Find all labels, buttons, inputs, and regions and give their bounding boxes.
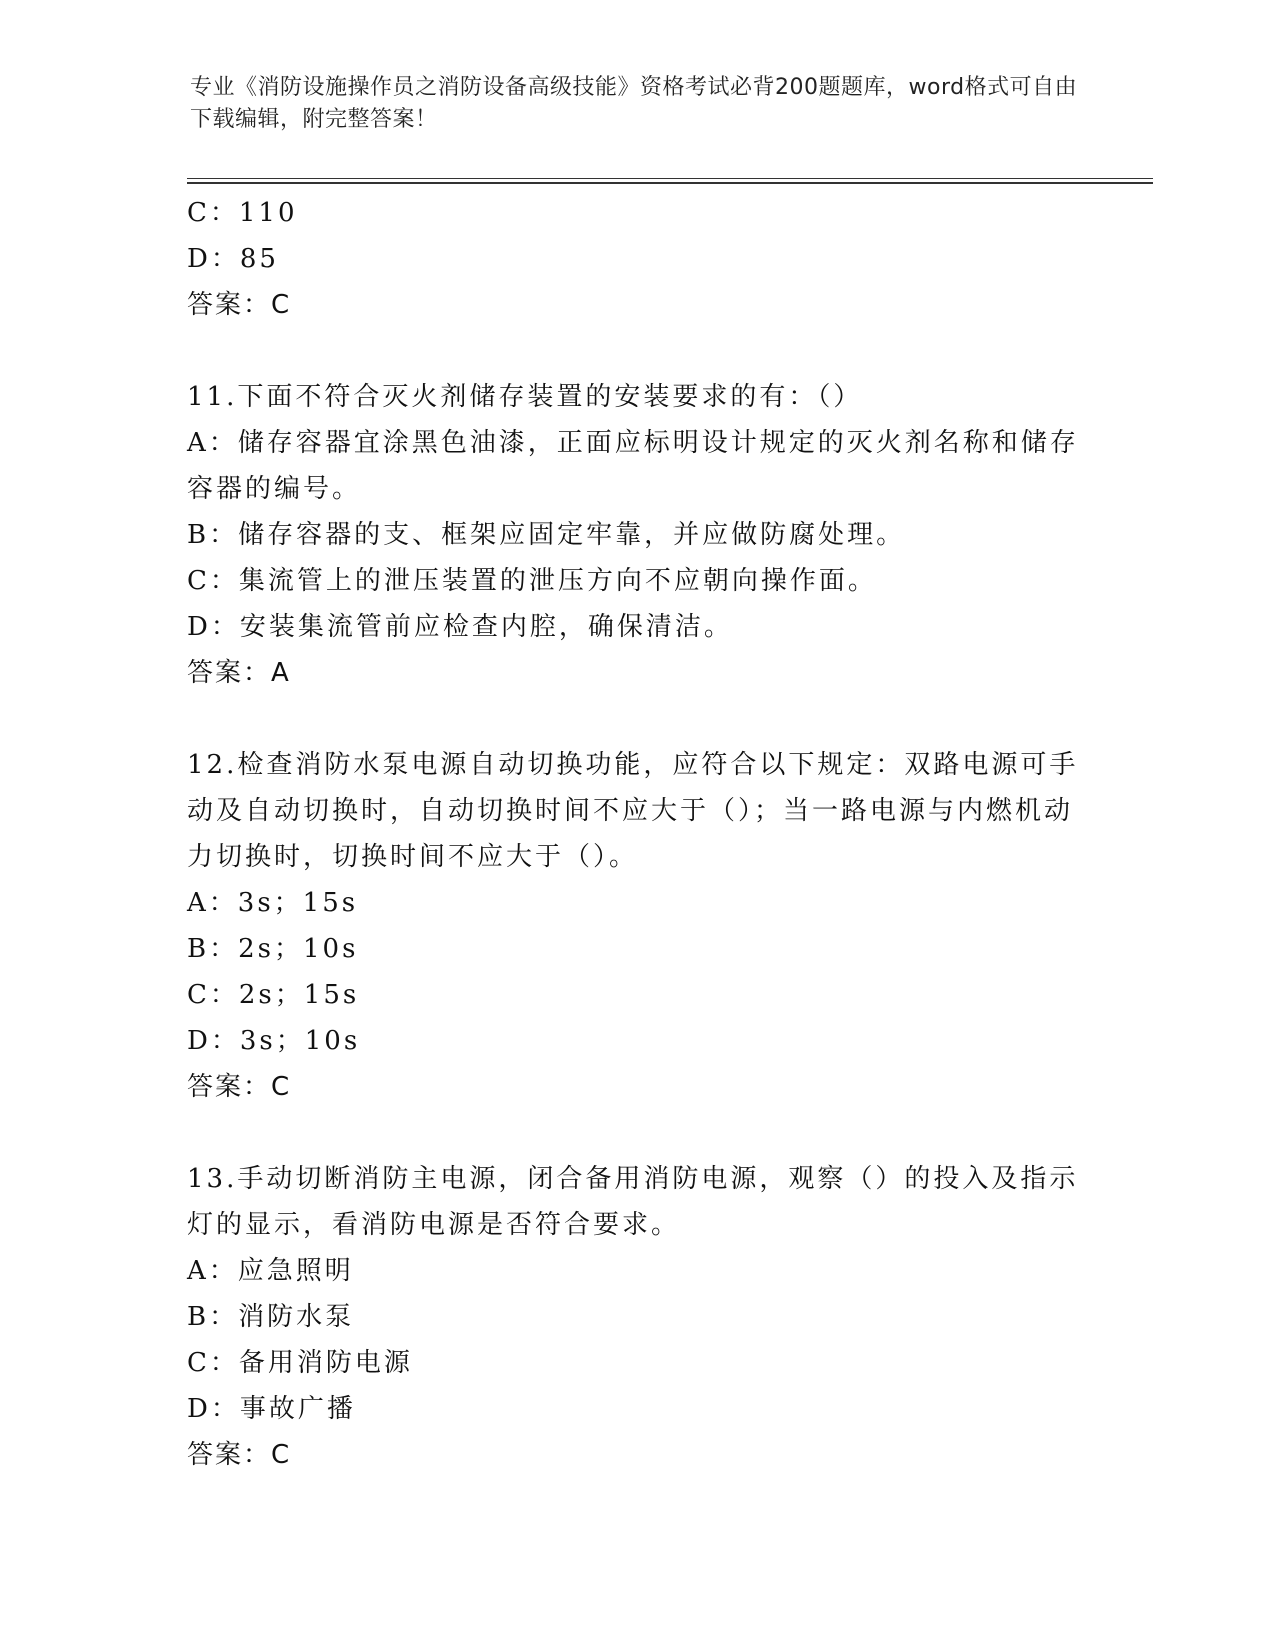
header-divider-thick (187, 182, 1153, 184)
option-c: C：备用消防电源 (187, 1348, 413, 1378)
answer-line: 答案：C (187, 1072, 292, 1102)
question-12 (187, 742, 1087, 1110)
answer-line: 答案：A (187, 658, 291, 688)
option-b: B：2s；10s (187, 934, 359, 964)
continued-question (187, 190, 1087, 328)
question-stem: 13.手动切断消防主电源，闭合备用消防电源，观察（）的投入及指示灯的显示，看消防电源是否符合要求。 (187, 1164, 1079, 1240)
option-c: C：集流管上的泄压装置的泄压方向不应朝向操作面。 (187, 566, 877, 596)
question-list (187, 190, 1087, 1478)
question-stem: 11.下面不符合灭火剂储存装置的安装要求的有：（） (187, 382, 863, 412)
option-b: B：储存容器的支、框架应固定牢靠，并应做防腐处理。 (187, 520, 906, 550)
question-13 (187, 1156, 1087, 1478)
option-b: B：消防水泵 (187, 1302, 355, 1332)
option-d: D：3s；10s (187, 1026, 361, 1056)
option-d: D：85 (187, 244, 279, 274)
option-a: A：储存容器宜涂黑色油漆，正面应标明设计规定的灭火剂名称和储存容器的编号。 (187, 428, 1079, 504)
option-d: D：事故广播 (187, 1394, 356, 1424)
question-11 (187, 374, 1087, 696)
question-stem: 12.检查消防水泵电源自动切换功能，应符合以下规定：双路电源可手动及自动切换时，自动切换时间不应大于（）；当一路电源与内燃机动力切换时，切换时间不应大于（）。 (187, 750, 1079, 872)
option-c: C：110 (187, 198, 298, 228)
option-d: D：安装集流管前应检查内腔，确保清洁。 (187, 612, 733, 642)
page-header: 专业《消防设施操作员之消防设备高级技能》资格考试必背200题题库，word格式可自由下载编辑，附完整答案！ (190, 75, 1078, 132)
answer-line: 答案：C (187, 290, 292, 320)
option-a: A：3s；15s (187, 888, 359, 918)
option-a: A：应急照明 (187, 1256, 354, 1286)
option-c: C：2s；15s (187, 980, 360, 1010)
header-divider (187, 178, 1153, 179)
answer-line: 答案：C (187, 1440, 292, 1470)
